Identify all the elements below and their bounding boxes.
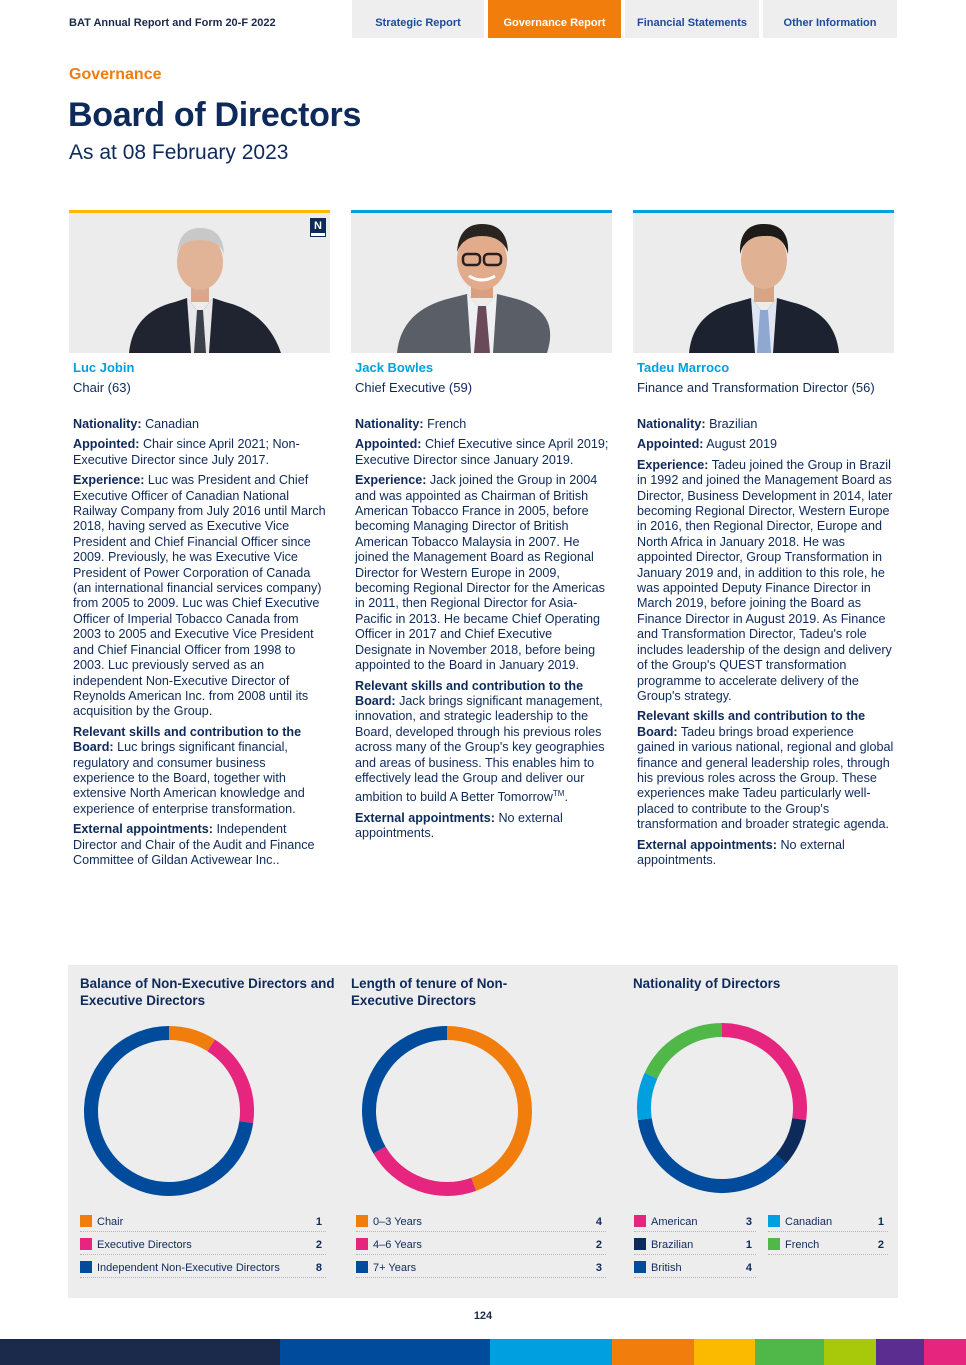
external-text: Independent Director and Chair of the Audit and Finance Committee of Gildan Activewear Inc.. [73,822,315,867]
color-strip-segment [824,1339,876,1365]
appointed-value: August 2019 [706,437,777,452]
legend-swatch [80,1215,92,1227]
director-photo [633,210,894,353]
legend-item [356,1210,606,1232]
trademark-mark: TM [552,789,565,799]
appointed-value: Chair since April 2021; Non-Executive Director since July 2017. [73,437,300,467]
tab-governance-report[interactable]: Governance Report [488,0,621,38]
director-role: Chair (63) [73,380,131,395]
legend-swatch [634,1261,646,1273]
director-role: Finance and Transformation Director (56) [637,380,875,395]
legend-count: 4 [595,1216,602,1228]
director-bio [637,417,894,868]
legend-swatch [356,1215,368,1227]
appointed-value: Chief Executive since April 2019; Executive Director since January 2019. [355,437,609,467]
legend-label: 0–3 Years [373,1216,422,1228]
chart-title-nationality: Nationality of Directors [633,976,781,991]
legend-label: 7+ Years [373,1262,417,1274]
skills-text-end: . [564,790,568,805]
legend-swatch [356,1261,368,1273]
tab-other-information[interactable]: Other Information [763,0,897,38]
legend-label: Canadian [785,1216,833,1228]
legend-label: American [651,1216,698,1228]
page-number: 124 [473,1310,493,1322]
donut-segment-brazilian [781,1119,799,1159]
director-card-tadeu-marroco [633,210,894,873]
legend-swatch [80,1238,92,1250]
director-name: Luc Jobin [73,360,135,375]
legend-item [80,1233,326,1255]
legend-item [768,1210,888,1232]
nationality-value: French [427,417,467,431]
color-strip-segment [490,1339,612,1365]
board-composition-panel [68,965,898,1298]
page-subtitle: As at 08 February 2023 [69,141,289,164]
skills-label: Relevant skills and contribution to the Board: [73,724,302,755]
legend-swatch [768,1215,780,1227]
report-title: BAT Annual Report and Form 20-F 2022 [69,17,276,29]
legend-count: 3 [745,1216,752,1228]
skills-text: Luc brings significant financial, regulatory and consumer business experience to the Board, together with extensive North American knowledge and experience of enterprise transformation. [73,740,305,816]
legend-count: 2 [315,1239,322,1251]
legend-item [80,1210,326,1232]
color-strip-segment [694,1339,755,1365]
legend-item [768,1233,888,1255]
donut-segment-7-years [369,1033,447,1150]
accent-bar [69,210,330,213]
external-label: External appointments: [73,822,213,837]
legend-label: Executive Directors [97,1239,192,1251]
legend-count: 2 [595,1239,602,1251]
experience-text: Jack joined the Group in 2004 and was appointed as Chairman of British American Tobacco France in 2005, before becoming Managing Director of British American Tobacco Malaysia in 2007. He joined the Management Board as Regional Director for Western Europe in 2009, becoming Regional Director for the Americas in 2011, then Regional Director for Asia-Pacific in 2013. He became Chief Operating Officer in 2017 and Chief Executive Designate in November 2018, before being appointed to the Board in January 2019. [355,473,605,673]
skills-label: Relevant skills and contribution to the Board: [355,678,584,708]
legend-swatch [356,1238,368,1250]
nationality-value: Canadian [145,417,199,431]
accent-bar [351,210,612,213]
donut-segment-american [722,1030,800,1119]
legend-item [80,1256,326,1278]
legend-label: Chair [97,1216,124,1228]
legend-swatch [634,1238,646,1250]
nationality-label: Nationality: [73,417,142,431]
brand-color-strip [0,1339,966,1365]
legend-count: 3 [595,1262,602,1274]
external-text: No external appointments. [637,837,845,867]
legend-swatch [80,1261,92,1273]
legend-label: 4–6 Years [373,1239,422,1251]
skills-text: Jack brings significant management, innovation, and strategic leadership to the Board, developed through his previous roles across many of the Group's key geographies and areas of business. This enables him to effectively lead the Group and deliver our ambition to build A Better Tomorrow [355,693,605,805]
director-name: Tadeu Marroco [637,360,730,375]
legend-item [634,1256,756,1278]
section-label: Governance [69,66,162,83]
legend-label: Independent Non-Executive Directors [97,1262,280,1274]
legend-item [356,1256,606,1278]
legend-swatch [634,1215,646,1227]
director-photo [69,210,330,353]
director-role: Chief Executive (59) [355,380,473,395]
director-name: Jack Bowles [355,360,434,375]
color-strip-segment [280,1339,490,1365]
director-bio [355,417,612,842]
donut-segment-0-3-years [447,1033,525,1184]
color-strip-segment [924,1339,966,1365]
donut-chart-balance [83,1025,255,1197]
top-navigation [0,0,966,38]
experience-label: Experience: [637,457,709,472]
legend-label: French [785,1239,820,1251]
appointed-label: Appointed: [355,437,422,452]
person-portrait-icon [351,210,612,353]
director-card-jack-bowles [351,210,612,847]
donut-segment-british [645,1119,781,1186]
donut-segment-executive-directors [211,1045,247,1122]
nationality-label: Nationality: [355,417,424,431]
skills-text: Tadeu brings broad experience gained in various national, regional and global finance and general leadership roles, through his previous roles across the Group. These experiences make Tadeu particularly well-placed to contribute to the Group's transformation and broader strategic agenda. [637,724,894,832]
nationality-value: Brazilian [709,417,758,431]
donut-segment-4-6-years [379,1150,473,1189]
donut-segment-french [651,1030,722,1076]
legend-label: British [651,1262,682,1274]
nomination-committee-badge: N [311,219,325,236]
donut-segment-chair [169,1033,211,1045]
director-bio [73,417,330,868]
chart-title-tenure: Length of tenure of Non-Executive Directors [351,976,508,1008]
tab-financial-statements[interactable]: Financial Statements [625,0,759,38]
experience-label: Experience: [73,473,145,488]
appointed-label: Appointed: [637,437,704,452]
experience-text: Luc was President and Chief Executive Officer of Canadian National Railway Company from July 2016 until March 2018, having served as Executive Vice President and Chief Financial Officer since 2009. Previously, he was Executive Vice President of Power Corporation of Canada (an international financial services company) from 2005 to 2009. Luc was Chief Executive Officer of Imperial Tobacco Canada from 2003 to 2005 and Executive Vice President and Chief Financial Officer from 1998 to 2003. Luc previously served as an independent Non-Executive Director of Reynolds American Inc. from 2008 until its acquisition by the Group. [73,473,326,719]
legend-label: Brazilian [651,1239,694,1251]
tab-strategic-report[interactable]: Strategic Report [352,0,484,38]
donut-segment-canadian [644,1076,651,1120]
person-portrait-icon [633,210,894,353]
legend-item [356,1233,606,1255]
experience-text: Tadeu joined the Group in Brazil in 1992 and joined the Management Board as Director, Business Development in 2014, later becoming Regional Director, Western Europe in 2016, then Regional Director, Europe and North Africa in January 2018. He was appointed Director, Group Transformation in January 2019 and, in addition to this role, he was appointed Deputy Finance Director in March 2019, before joining the Board as Finance Director in August 2019. As Finance and Transformation Director, Tadeu's role includes leadership of the design and delivery of the Group's QUEST transformation programme to accelerate delivery of the Group's strategy. [637,457,893,703]
color-strip-segment [876,1339,924,1365]
color-strip-segment [755,1339,824,1365]
director-card-luc-jobin [69,210,330,873]
legend-count: 1 [877,1216,884,1228]
legend-count: 4 [745,1262,752,1274]
nationality-label: Nationality: [637,417,706,431]
accent-bar [633,210,894,213]
chart-title-balance: Balance of Non-Executive Directors and Executive Directors [80,976,335,1008]
page-title: Board of Directors [68,96,362,134]
legend-count: 1 [315,1216,322,1228]
legend-count: 2 [877,1239,884,1251]
color-strip-segment [612,1339,694,1365]
skills-label: Relevant skills and contribution to the Board: [637,709,866,739]
experience-label: Experience: [355,473,427,488]
external-text: No external appointments. [355,810,563,841]
legend-item [634,1210,756,1232]
external-label: External appointments: [637,837,777,852]
legend-swatch [768,1238,780,1250]
external-label: External appointments: [355,810,495,825]
legend-item [634,1233,756,1255]
donut-chart-nationality [636,1022,808,1194]
director-photo [351,210,612,353]
appointed-label: Appointed: [73,437,140,452]
person-portrait-icon [69,210,330,353]
legend-count: 1 [745,1239,752,1251]
donut-chart-tenure [361,1025,533,1197]
color-strip-segment [0,1339,280,1365]
legend-count: 8 [315,1262,322,1274]
